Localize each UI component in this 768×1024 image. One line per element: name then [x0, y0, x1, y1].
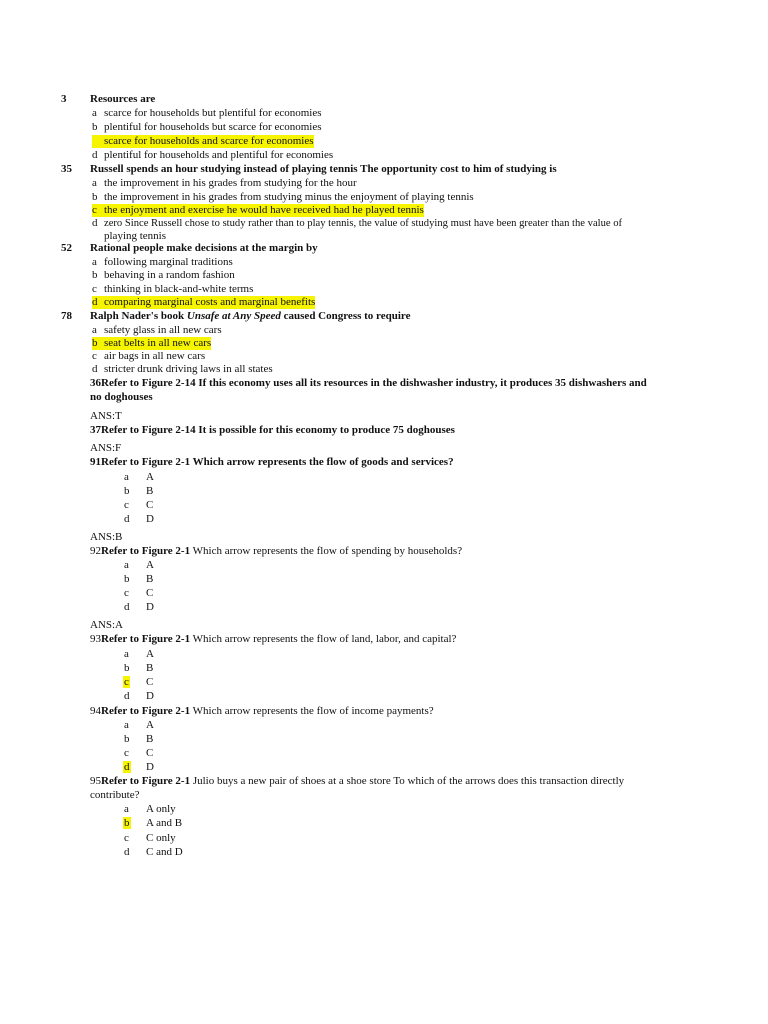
option-letter: c [92, 283, 97, 295]
question-number: 91 [90, 456, 101, 468]
stem-text: Which arrow represents the flow of income payments? [190, 705, 434, 717]
option-text: A only [146, 803, 176, 815]
option-letter: b [124, 733, 130, 745]
option-text: A [146, 648, 154, 660]
option-text: D [146, 690, 154, 702]
option-letter-highlighted: b [124, 817, 130, 829]
option-letter: a [124, 648, 129, 660]
option-text: A and B [146, 817, 183, 829]
option-text-highlighted: the enjoyment and exercise he would have received had he played tennis [104, 204, 424, 216]
option-letter-highlighted: d [92, 296, 104, 309]
option-text: C [146, 676, 154, 688]
figure-reference: Refer to Figure 2-1 [101, 545, 191, 557]
option-text: D [146, 601, 154, 613]
option-letter: b [92, 121, 98, 133]
question-stem [90, 377, 647, 390]
option-text-highlighted: comparing marginal costs and marginal benefits [104, 296, 316, 308]
question-number: 92 [90, 545, 101, 557]
question-stem [90, 633, 456, 646]
option-text: C [146, 587, 154, 599]
option-letter-highlighted: d [124, 761, 130, 773]
option-letter: b [92, 269, 98, 281]
option-text: C [146, 747, 154, 759]
option-letter: a [124, 803, 129, 815]
option-letter: a [124, 559, 129, 571]
option-text: the improvement in his grades from studying for the hour [104, 177, 357, 189]
option-text: B [146, 573, 154, 585]
figure-reference: Refer to Figure 2-1 [101, 705, 191, 717]
option-text: following marginal traditions [104, 256, 233, 268]
stem-text: Refer to Figure 2-14 It is possible for this economy to produce 75 doghouses [101, 424, 455, 436]
stem-text: caused Congress to require [280, 310, 411, 322]
option-text: thinking in black-and-white terms [104, 283, 254, 295]
option-letter: c [124, 832, 129, 844]
question-stem [90, 705, 434, 718]
stem-text: Refer to Figure 2-1 Which arrow represents the flow of goods and services? [101, 456, 454, 468]
question-number: 78 [61, 310, 72, 322]
option-letter: d [124, 513, 130, 525]
question-number: 35 [61, 163, 72, 175]
option-text: zero Since Russell chose to study rather than to play tennis, the value of studying must have been greater than the value of [104, 218, 623, 229]
option-text: behaving in a random fashion [104, 269, 235, 281]
question-stem [90, 775, 624, 788]
option-letter: b [124, 573, 130, 585]
option-letter: d [124, 690, 130, 702]
option-letter-highlighted: c [124, 676, 129, 688]
option-letter: a [92, 256, 97, 268]
question-stem: Rational people make decisions at the margin by [90, 242, 318, 254]
option-letter: c [124, 499, 129, 511]
option-letter: b [124, 485, 130, 497]
option-text-continued: playing tennis [104, 230, 167, 242]
stem-text: Which arrow represents the flow of land, labor, and capital? [190, 633, 457, 645]
question-stem: Russell spends an hour studying instead of playing tennis The opportunity cost to him of studying is [90, 163, 557, 175]
option-letter-highlighted: b [92, 337, 104, 350]
stem-text: Julio buys a new pair of shoes at a shoe store To which of the arrows does this transaction directly [190, 775, 625, 787]
question-stem [90, 424, 455, 437]
answer-key: ANS:A [90, 619, 124, 631]
stem-text: Which arrow represents the flow of spending by households? [190, 545, 463, 557]
option-text: plentiful for households and plentiful for economies [104, 149, 334, 161]
option-text: A [146, 471, 154, 483]
question-number: 37 [90, 424, 101, 436]
option-text: safety glass in all new cars [104, 324, 222, 336]
option-text: stricter drunk driving laws in all states [104, 363, 273, 375]
option-text: A [146, 719, 154, 731]
option-letter: d [92, 363, 98, 375]
question-stem-continued: contribute? [90, 789, 140, 801]
question-stem: Resources are [90, 93, 156, 105]
stem-text: Ralph Nader's book [90, 310, 187, 322]
option-letter: a [124, 719, 129, 731]
option-text: B [146, 662, 154, 674]
answer-key: ANS:T [90, 410, 122, 422]
option-letter: b [92, 191, 98, 203]
option-letter: c [92, 350, 97, 362]
option-text: C and D [146, 846, 183, 858]
question-number: 93 [90, 633, 101, 645]
question-number: 36 [90, 377, 101, 389]
question-number: 94 [90, 705, 101, 717]
answer-key: ANS:B [90, 531, 123, 543]
option-text: A [146, 559, 154, 571]
answer-key: ANS:F [90, 442, 122, 454]
option-letter: c [124, 587, 129, 599]
option-letter: a [92, 324, 97, 336]
figure-reference: Refer to Figure 2-1 [101, 775, 191, 787]
option-letter: d [124, 601, 130, 613]
stem-text: Refer to Figure 2-14 If this economy uses all its resources in the dishwasher industry, it produces 35 dishwashers and [101, 377, 647, 389]
option-letter: a [92, 107, 97, 119]
question-number: 3 [61, 93, 67, 105]
book-title: Unsafe at Any Speed [186, 310, 281, 322]
figure-reference: Refer to Figure 2-1 [101, 633, 191, 645]
option-text: B [146, 733, 154, 745]
option-letter: d [124, 846, 130, 858]
question-stem [90, 456, 454, 469]
option-text: C [146, 499, 154, 511]
option-text: D [146, 513, 154, 525]
option-letter: d [92, 149, 98, 161]
option-text: air bags in all new cars [104, 350, 206, 362]
question-stem-continued: no doghouses [90, 391, 153, 403]
question-stem [90, 310, 410, 323]
option-letter: a [124, 471, 129, 483]
option-letter: d [92, 217, 98, 229]
option-letter-highlighted: c [92, 204, 104, 217]
question-stem [90, 545, 462, 558]
option-text: plentiful for households but scarce for economies [104, 121, 322, 133]
option-text: C only [146, 832, 176, 844]
option-text-highlighted: seat belts in all new cars [104, 337, 212, 349]
option-letter: c [124, 747, 129, 759]
option-text: scarce for households but plentiful for economies [104, 107, 322, 119]
option-text: the improvement in his grades from studying minus the enjoyment of playing tennis [104, 191, 474, 203]
option-letter: b [124, 662, 130, 674]
option-text: B [146, 485, 154, 497]
question-number: 95 [90, 775, 101, 787]
option-text-highlighted: scarce for households and scarce for economies [92, 135, 314, 148]
option-text: D [146, 761, 154, 773]
question-number: 52 [61, 242, 72, 254]
option-letter: a [92, 177, 97, 189]
